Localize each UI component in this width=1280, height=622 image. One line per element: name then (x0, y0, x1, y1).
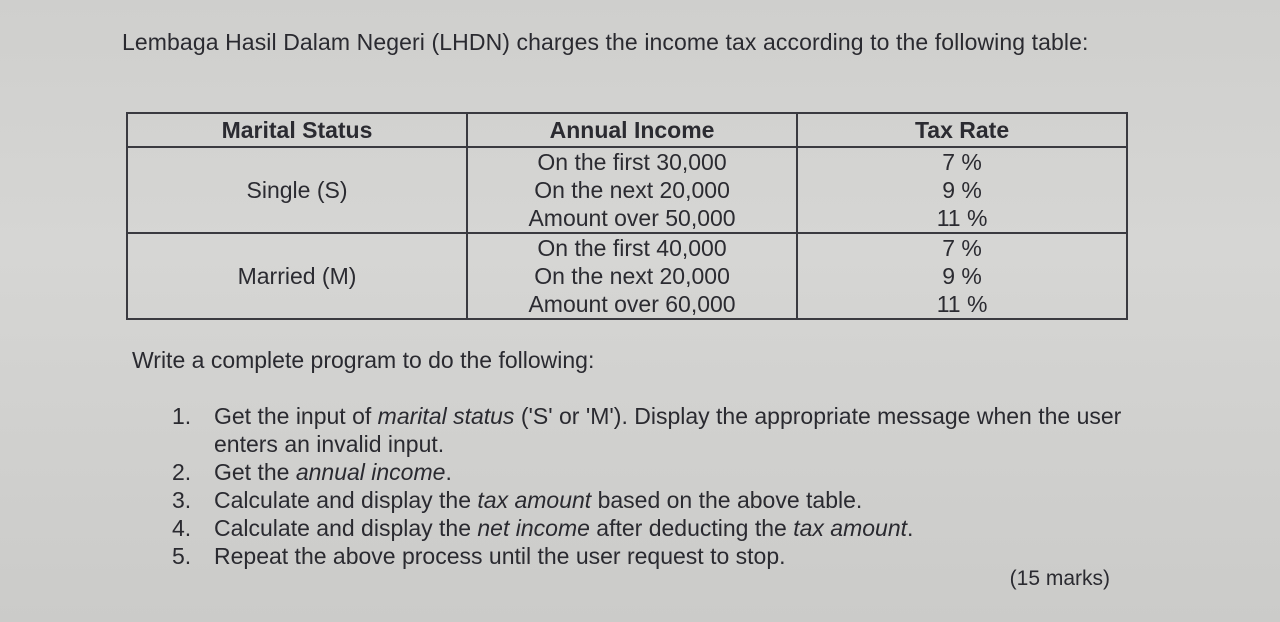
header-marital-status: Marital Status (127, 113, 467, 147)
status-single: Single (S) (127, 147, 467, 233)
task-instructions-heading: Write a complete program to do the following: (132, 347, 595, 373)
task-item (172, 458, 1122, 486)
task-text (214, 486, 1122, 514)
task-item (172, 486, 1122, 514)
task-item (172, 402, 1122, 458)
task-item (172, 514, 1122, 542)
header-annual-income: Annual Income (467, 113, 797, 147)
task-text (214, 542, 1122, 570)
tax-rate: 7 % (942, 235, 982, 261)
marks-label: (15 marks) (1009, 567, 1110, 590)
task-list (172, 402, 1122, 570)
intro-paragraph: Lembaga Hasil Dalam Negeri (LHDN) charges the income tax according to the following table: (122, 29, 1089, 55)
task-text-emphasis: annual income (295, 459, 446, 485)
task-text-part: ('S' or 'M'). Display the appropriate message when the user enters an invalid input. (214, 403, 1122, 457)
tax-rate: 9 % (942, 177, 982, 203)
table-row-married (127, 233, 1127, 319)
header-tax-rate: Tax Rate (797, 113, 1127, 147)
tax-rates-married (797, 233, 1127, 319)
task-text-emphasis: marital status (377, 403, 515, 429)
income-bracket: On the first 40,000 (537, 235, 727, 261)
task-text (214, 402, 1122, 458)
status-married: Married (M) (127, 233, 467, 319)
income-bracket: Amount over 50,000 (528, 205, 736, 231)
task-text-part: Get the input of (214, 403, 378, 429)
income-brackets-single (467, 147, 797, 233)
tax-rates-single (797, 147, 1127, 233)
task-item (172, 542, 1122, 570)
task-text-part: after deducting the (589, 515, 794, 541)
task-text-part: Calculate and display the (214, 515, 478, 541)
income-bracket: On the first 30,000 (537, 149, 727, 175)
table-header-row (127, 113, 1127, 147)
task-number: 2. (172, 459, 192, 485)
task-number: 5. (172, 543, 192, 569)
task-text-emphasis: tax amount (793, 515, 908, 541)
task-text-part: Calculate and display the (214, 487, 478, 513)
tax-rate: 7 % (942, 149, 982, 175)
task-text-emphasis: tax amount (477, 487, 592, 513)
task-text-part: . (445, 459, 452, 485)
task-number: 4. (172, 515, 192, 541)
task-number: 3. (172, 487, 192, 513)
income-bracket: On the next 20,000 (534, 177, 730, 203)
task-text-part: Repeat the above process until the user request to stop. (214, 543, 786, 569)
tax-rate: 11 % (936, 205, 988, 231)
task-text-part: . (907, 515, 914, 541)
task-text-part: Get the (214, 459, 296, 485)
tax-rate: 9 % (942, 263, 982, 289)
task-number: 1. (172, 403, 192, 429)
income-tax-table (126, 112, 1128, 320)
income-brackets-married (467, 233, 797, 319)
income-bracket: On the next 20,000 (534, 263, 730, 289)
table-row-single (127, 147, 1127, 233)
task-text (214, 458, 1122, 486)
income-bracket: Amount over 60,000 (528, 291, 736, 317)
task-text-emphasis: net income (477, 515, 590, 541)
task-text (214, 514, 1122, 542)
task-text-part: based on the above table. (591, 487, 863, 513)
tax-rate: 11 % (936, 291, 988, 317)
